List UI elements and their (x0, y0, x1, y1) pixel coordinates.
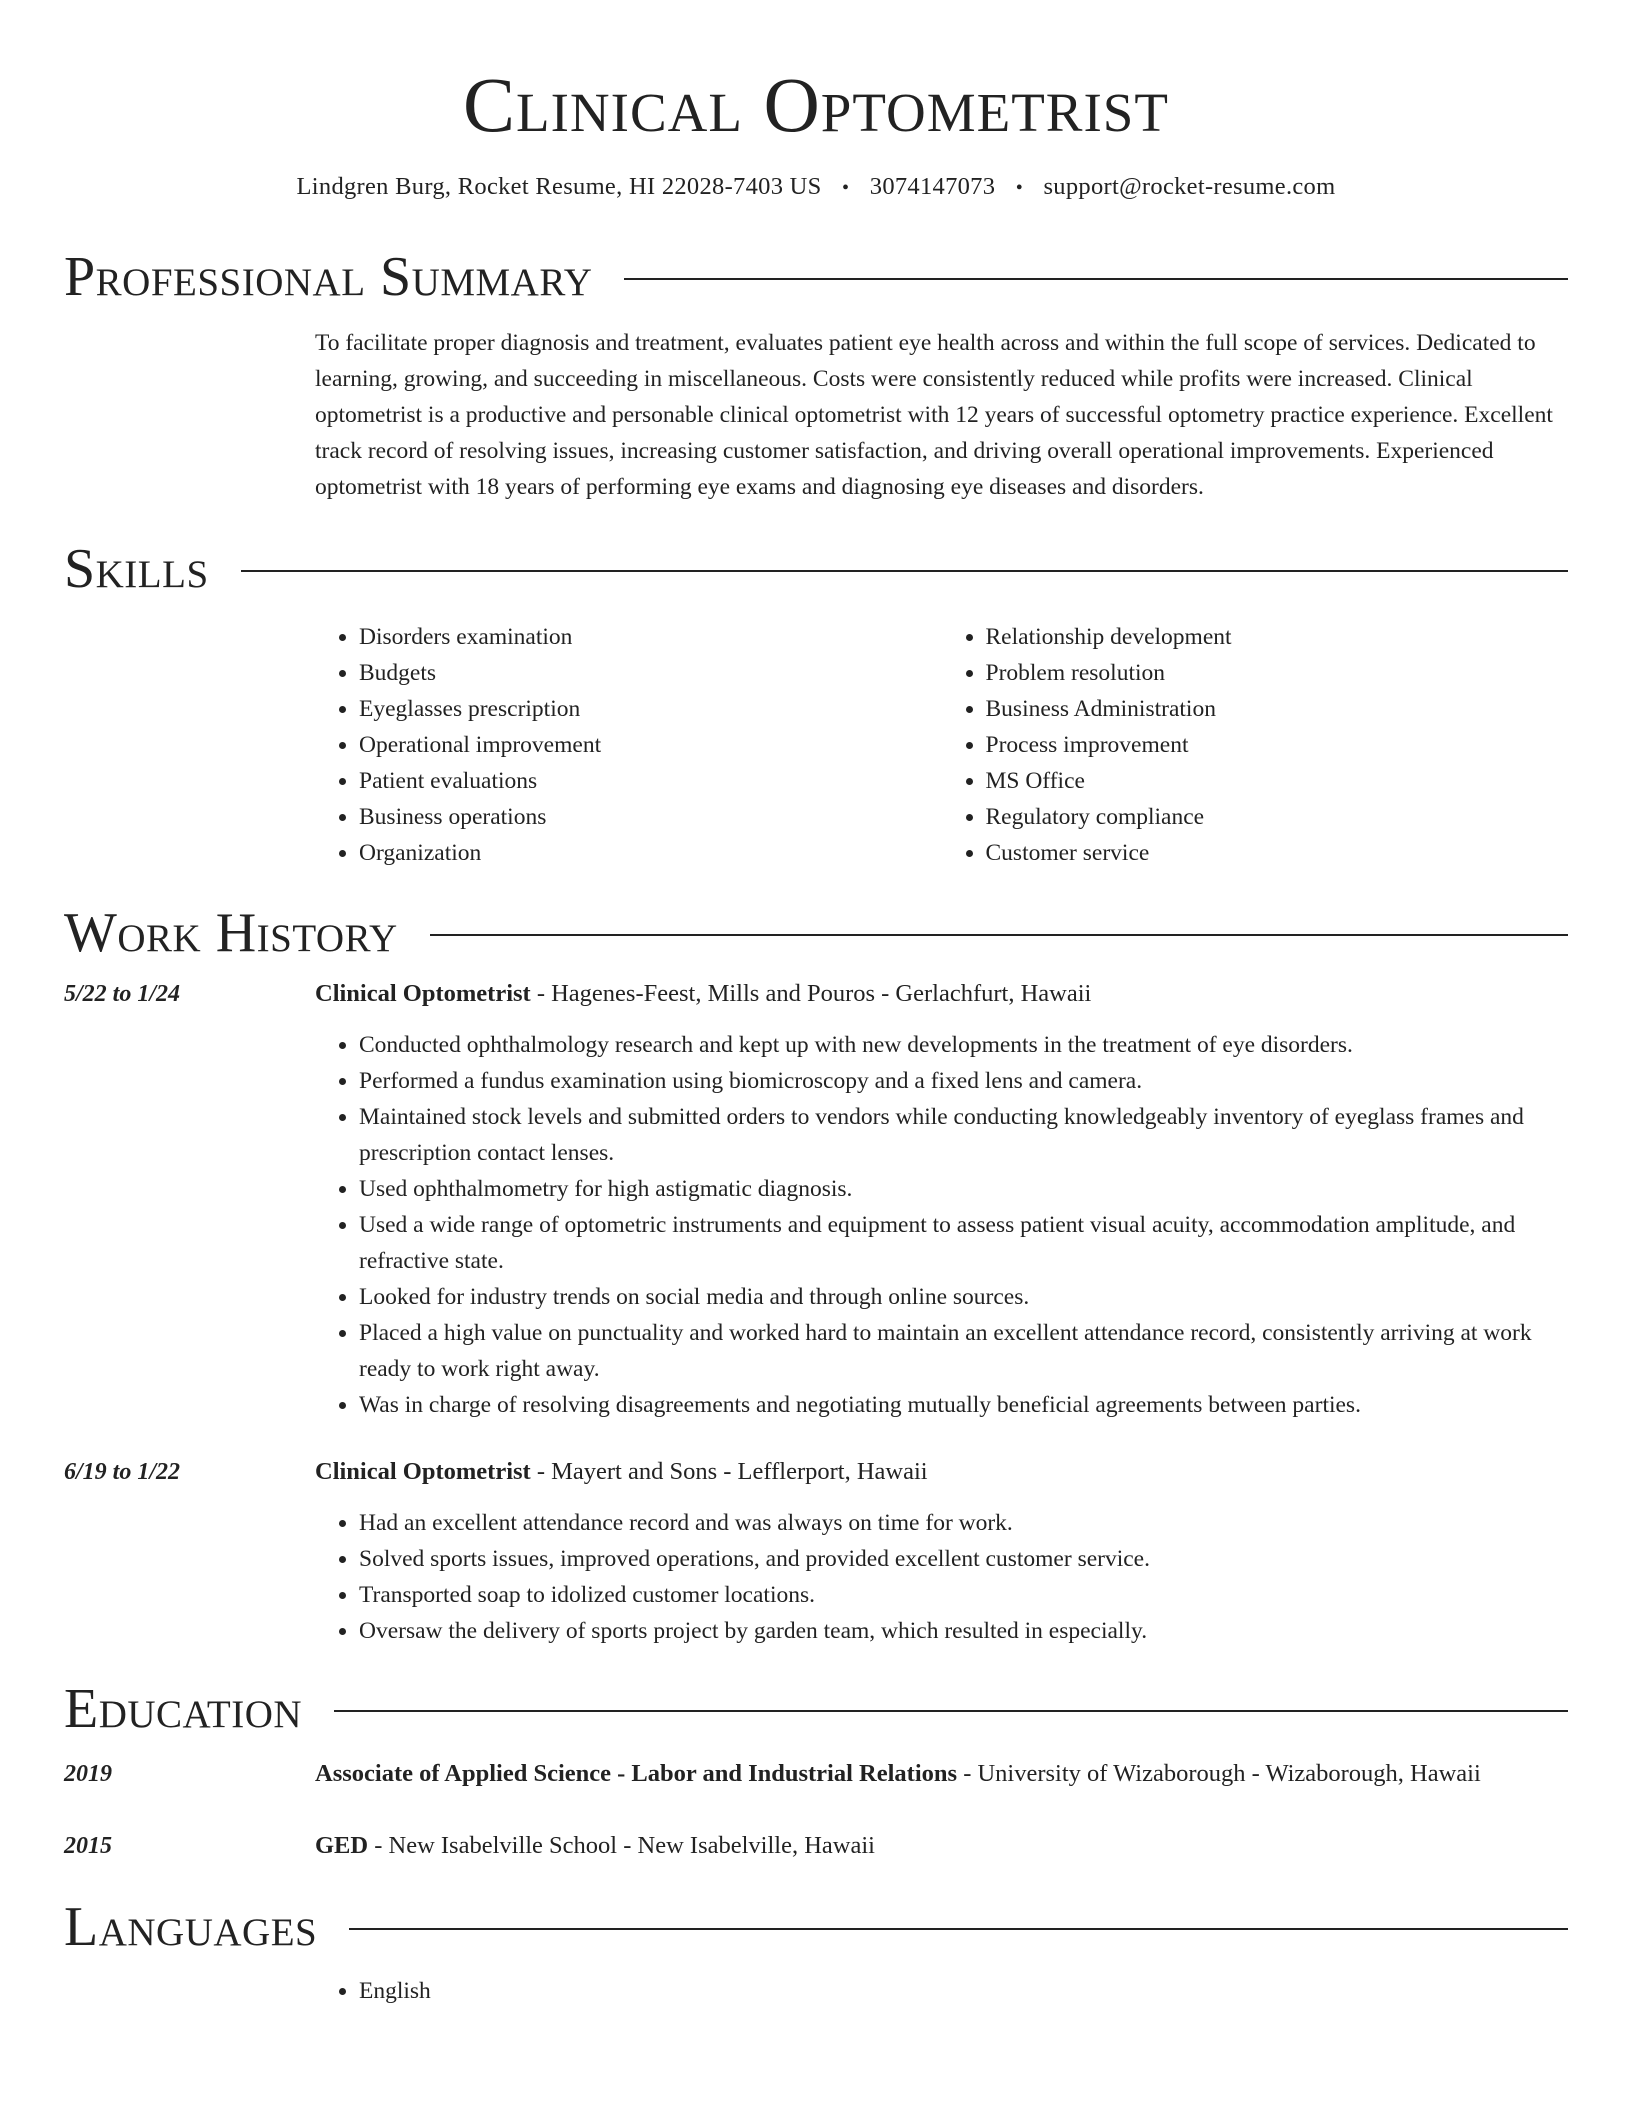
section-heading: Work History (64, 902, 398, 964)
contact-separator: • (1015, 177, 1024, 199)
work-bullets (315, 1505, 1568, 1649)
skill-item: • Patient evaluations (359, 763, 942, 799)
work-bullet: • Placed a high value on punctuality and worked hard to maintain an excellent attendance record, consistently arriving at work ready to work right away. (359, 1315, 1568, 1387)
language-item: • English (359, 1973, 1568, 2009)
languages-block (315, 1973, 1568, 2009)
skill-item: • Business Administration (986, 691, 1569, 727)
resume-page (64, 0, 1568, 2009)
work-dates: 5/22 to 1/24 (64, 981, 181, 1007)
work-body (315, 1453, 1568, 1649)
work-entry (64, 1453, 1568, 1649)
section-heading: Skills (64, 538, 209, 600)
contact-phone: 3074147073 (869, 173, 996, 200)
job-details: - Mayert and Sons - Lefflerport, Hawaii (530, 1458, 928, 1485)
education-entry (64, 1827, 1568, 1865)
job-title: Clinical Optometrist (315, 980, 531, 1007)
work-bullet: • Had an excellent attendance record and was always on time for work. (359, 1505, 1568, 1541)
skill-item: • Disorders examination (359, 619, 942, 655)
skill-item: • Operational improvement (359, 727, 942, 763)
skill-item: • Organization (359, 835, 942, 871)
section-skills-header (64, 537, 1568, 601)
section-languages-header (64, 1895, 1568, 1959)
skill-item: • Problem resolution (986, 655, 1569, 691)
section-heading: Professional Summary (64, 246, 593, 308)
skill-item: • Business operations (359, 799, 942, 835)
work-bullet: • Maintained stock levels and submitted orders to vendors while conducting knowledgeably inventory of eyeglass frames and prescription contact lenses. (359, 1099, 1568, 1171)
section-rule (624, 278, 1568, 280)
work-bullet: • Used a wide range of optometric instruments and equipment to assess patient visual acuity, accommodation amplitude, and refractive state. (359, 1207, 1568, 1279)
education-body (315, 1755, 1568, 1793)
education-degree: Associate of Applied Science - Labor and Industrial Relations (315, 1760, 958, 1787)
work-bullet: • Solved sports issues, improved operations, and provided excellent customer service. (359, 1541, 1568, 1577)
work-dates: 6/19 to 1/22 (64, 1459, 181, 1485)
section-heading: Languages (64, 1896, 318, 1958)
skill-item: • Relationship development (986, 619, 1569, 655)
job-title: Clinical Optometrist (315, 1458, 531, 1485)
education-line (315, 1827, 1568, 1865)
work-bullet: • Performed a fundus examination using biomicroscopy and a fixed lens and camera. (359, 1063, 1568, 1099)
skills-list-right (942, 619, 1569, 871)
section-heading: Education (64, 1678, 303, 1740)
skill-item: • MS Office (986, 763, 1569, 799)
skills-grid (315, 619, 1568, 871)
contact-email: support@rocket-resume.com (1043, 173, 1336, 200)
work-bullet: • Conducted ophthalmology research and kept up with new developments in the treatment of eye disorders. (359, 1027, 1568, 1063)
job-details: - Hagenes-Feest, Mills and Pouros - Gerlachfurt, Hawaii (530, 980, 1092, 1007)
work-bullet: • Was in charge of resolving disagreements and negotiating mutually beneficial agreements between parties. (359, 1387, 1568, 1423)
work-bullets (315, 1027, 1568, 1423)
section-work-header (64, 901, 1568, 965)
skill-item: • Process improvement (986, 727, 1569, 763)
education-line (315, 1755, 1568, 1793)
work-entry (64, 975, 1568, 1423)
work-bullet: • Used ophthalmometry for high astigmatic diagnosis. (359, 1171, 1568, 1207)
work-bullet: • Oversaw the delivery of sports project by garden team, which resulted in especially. (359, 1613, 1568, 1649)
education-degree: GED (315, 1832, 369, 1859)
work-bullet: • Looked for industry trends on social media and through online sources. (359, 1279, 1568, 1315)
work-bullet: • Transported soap to idolized customer locations. (359, 1577, 1568, 1613)
skill-item: • Eyeglasses prescription (359, 691, 942, 727)
contact-line (64, 170, 1568, 205)
section-education-header (64, 1677, 1568, 1741)
summary-text: To facilitate proper diagnosis and treatment, evaluates patient eye health across and within the full scope of services. Dedicated to learning, growing, and succeeding in miscellaneous. Costs were consistently reduced while profits were increased. Clinical optometrist is a productive and personable clinical optometrist with 12 years of successful optometry practice experience. Excellent track record of resolving issues, increasing customer satisfaction, and driving overall operational improvements. Experienced optometrist with 18 years of performing eye exams and diagnosing eye diseases and disorders. (315, 330, 1553, 500)
education-year: 2019 (64, 1761, 112, 1787)
education-details: - University of Wizaborough - Wizaborough, Hawaii (957, 1760, 1481, 1787)
education-details: - New Isabelville School - New Isabelville, Hawaii (368, 1832, 875, 1859)
resume-name: Clinical Optometrist (463, 61, 1169, 148)
education-entry (64, 1755, 1568, 1793)
languages-list (315, 1973, 1568, 2009)
skill-item: • Customer service (986, 835, 1569, 871)
education-body (315, 1827, 1568, 1865)
section-rule (241, 570, 1568, 572)
skill-item: • Regulatory compliance (986, 799, 1569, 835)
work-title-line (315, 1453, 1568, 1491)
contact-separator: • (842, 177, 850, 199)
section-rule (334, 1710, 1568, 1712)
section-rule (430, 934, 1568, 936)
work-title-line (315, 975, 1568, 1013)
section-summary-header (64, 245, 1568, 309)
section-rule (349, 1928, 1568, 1930)
skill-item: • Budgets (359, 655, 942, 691)
contact-address: Lindgren Burg, Rocket Resume, HI 22028-7403 US (296, 173, 822, 200)
education-year: 2015 (64, 1833, 112, 1859)
work-body (315, 975, 1568, 1423)
summary-block (315, 325, 1568, 505)
skills-list-left (315, 619, 942, 871)
